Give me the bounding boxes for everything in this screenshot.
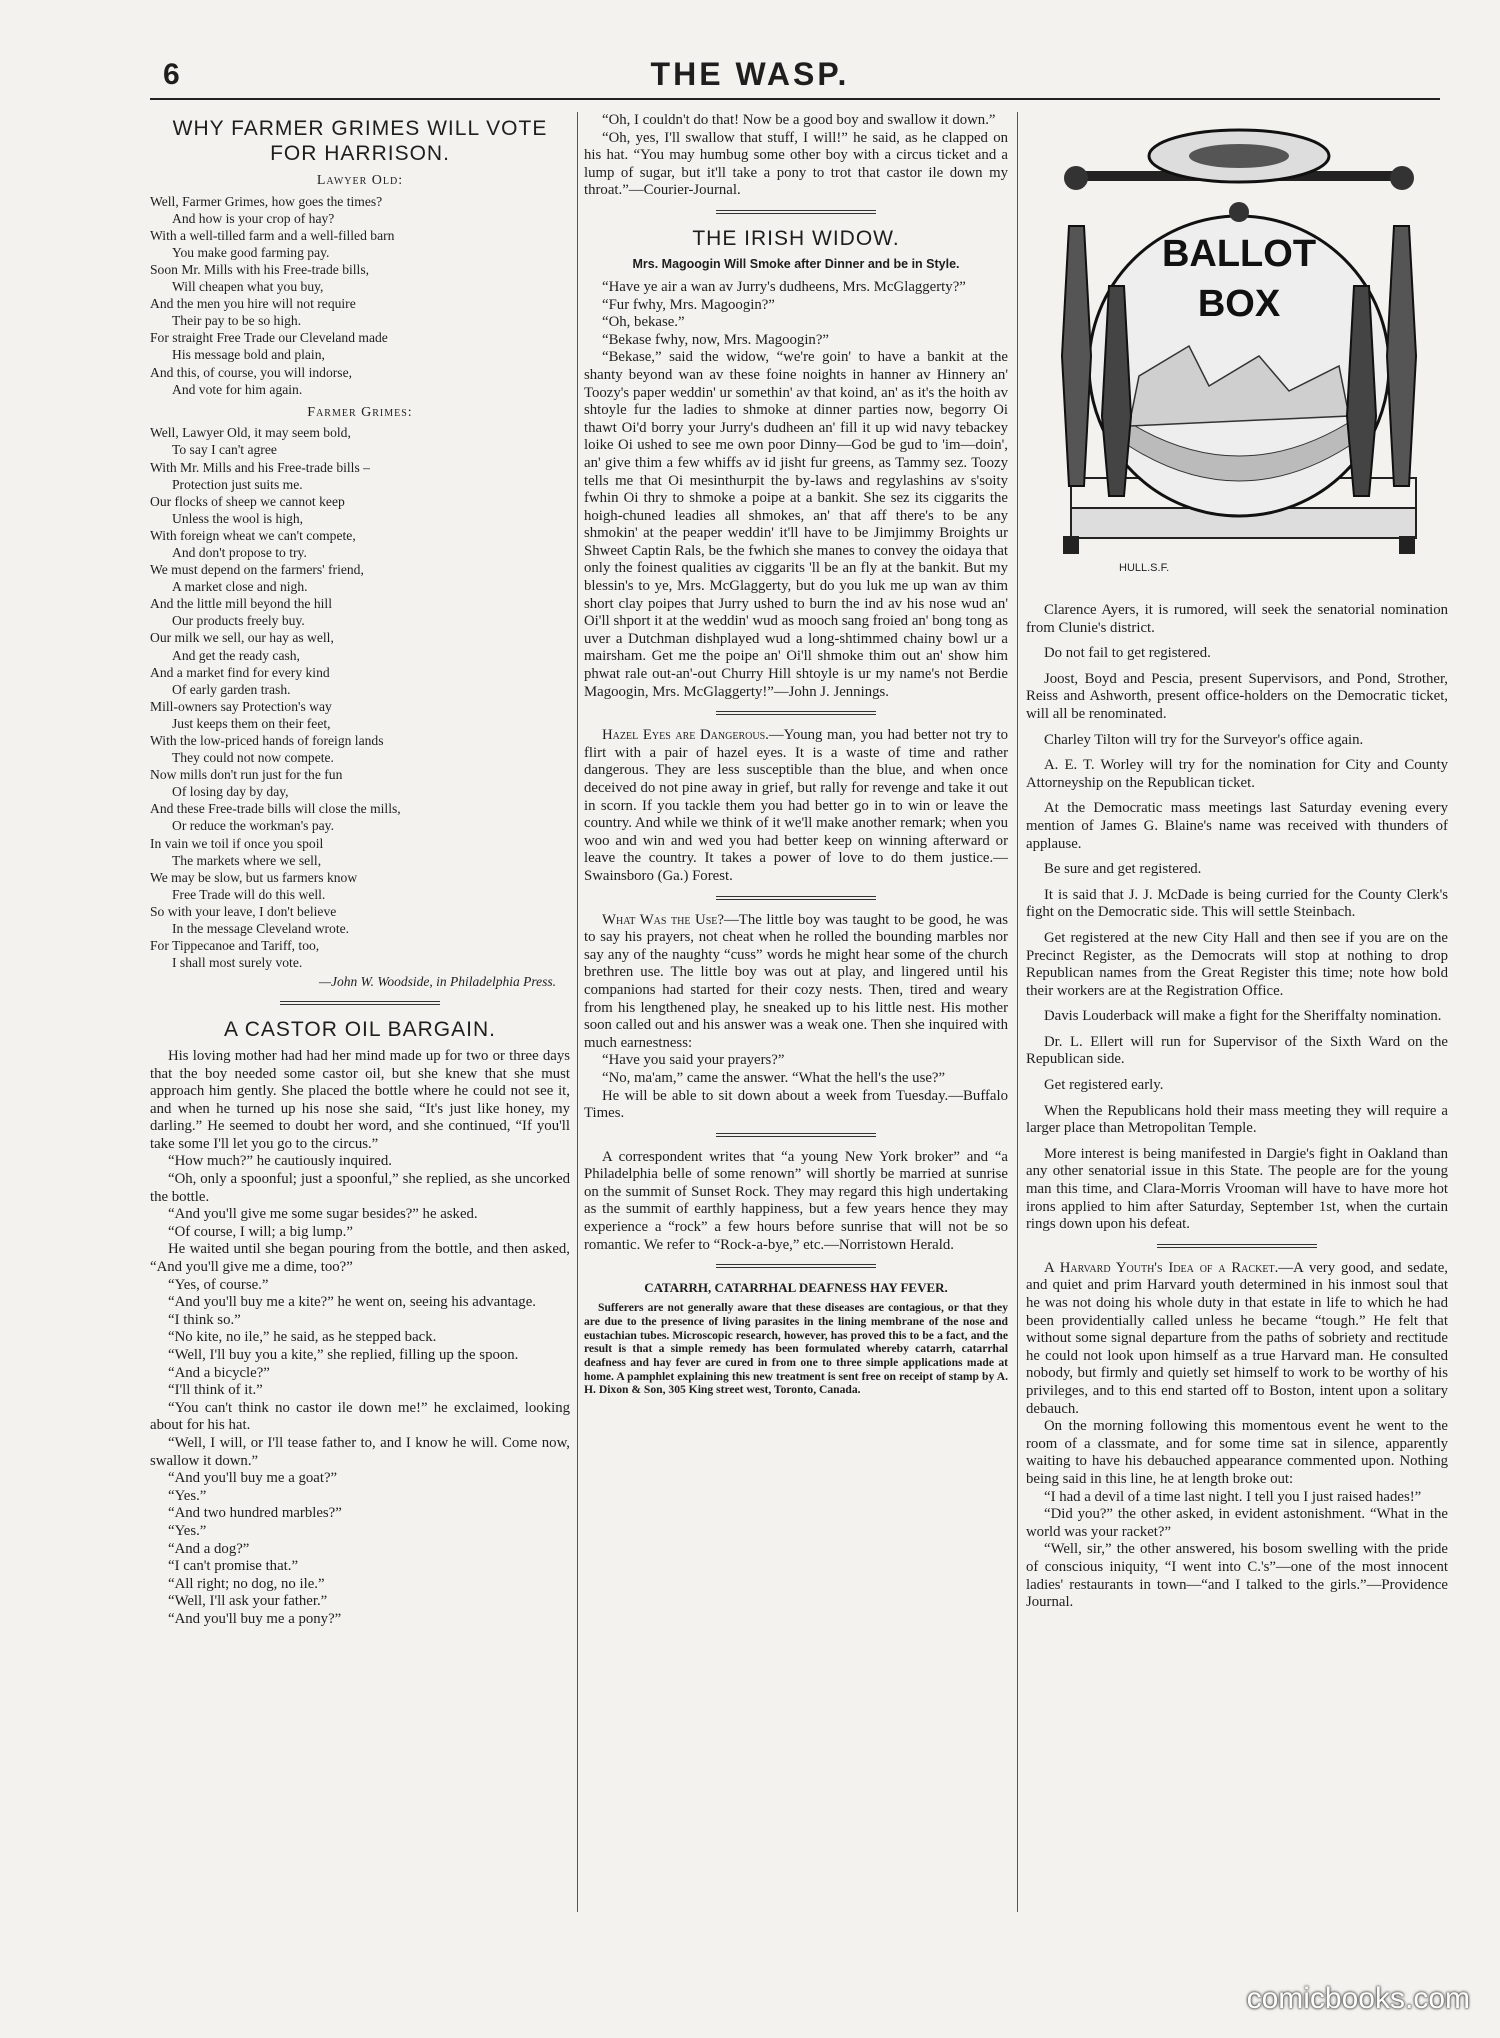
- story-paragraph: “Of course, I will; a big lump.”: [168, 1223, 353, 1240]
- story-paragraph: “No kite, no ile,” he said, as he stepped back.: [168, 1329, 437, 1346]
- column-divider-1: [577, 112, 578, 1912]
- news-note: Dr. L. Ellert will run for Supervisor of the Sixth Ward on the Republican side.: [1026, 1033, 1448, 1068]
- story-paragraph: “Bekase fwhy, now, Mrs. Magoogin?”: [602, 331, 829, 348]
- correspondent-item: A correspondent writes that “a young New York broker” and “a Philadelphia belle of some renown” will shortly be married at sunrise on the summit of Sunset Rock. They may regard this high undertaking as the summit of earthly happiness, but a few years hence they may experience a “rock” a few hours before sunrise that will not be so romantic. We refer to “Rock-a-bye,” etc.—Norristown Herald.: [584, 1148, 1008, 1253]
- news-note: Davis Louderback will make a fight for the Sheriffalty nomination.: [1044, 1008, 1442, 1025]
- paragraph: “Have you said your prayers?”: [602, 1052, 785, 1069]
- poem-line: Just keeps them on their feet,: [172, 715, 331, 731]
- story-paragraph: “And two hundred marbles?”: [168, 1505, 342, 1522]
- story-paragraph: “And you'll buy me a pony?”: [168, 1610, 342, 1627]
- separator: [280, 1001, 440, 1005]
- poem-title: [150, 116, 570, 166]
- news-note: At the Democratic mass meetings last Saturday evening every mention of James G. Blaine's name was received with thunders of applause.: [1026, 800, 1448, 852]
- irish-widow-story: [584, 279, 1008, 701]
- artist-signature: HULL.S.F.: [1119, 562, 1170, 574]
- news-note: Be sure and get registered.: [1044, 861, 1202, 878]
- news-note: More interest is being manifested in Dargie's fight in Oakland than any other senatorial issue in this State. The people are for the young man this time, and Clara-Morris Vrooman will have to have more hot irons applied to him after Saturday, September 1st, when the curtain rings down upon his defeat.: [1026, 1145, 1448, 1233]
- castor-oil-story: [150, 1048, 570, 1629]
- paragraph: “I had a devil of a time last night. I tell you I just raised hades!”: [1044, 1488, 1422, 1505]
- page-number: 6: [163, 58, 180, 91]
- story-paragraph: “Oh, I couldn't do that! Now be a good boy and swallow it down.”: [602, 112, 996, 128]
- story-paragraph: “Yes.”: [168, 1487, 207, 1504]
- story-paragraph: “Yes, of course.”: [168, 1276, 269, 1293]
- poem-line: For Tippecanoe and Tariff, too,: [150, 938, 320, 954]
- poem-line: For straight Free Trade our Cleveland made: [150, 330, 388, 346]
- story-paragraph: “And you'll buy me a kite?” he went on, seeing his advantage.: [168, 1294, 536, 1311]
- poem-line: In vain we toil if once you spoil: [150, 835, 324, 851]
- poem-line: Their pay to be so high.: [172, 313, 302, 329]
- story-paragraph: “You can't think no castor ile down me!” he exclaimed, looking about for his hat.: [150, 1399, 570, 1434]
- poem-line: With a well-tilled farm and a well-filled barn: [150, 227, 395, 243]
- poem-line: With the low-priced hands of foreign lands: [150, 733, 384, 748]
- hazel-eyes-heading: Hazel Eyes are Dangerous.: [602, 727, 769, 744]
- story-paragraph: “Have ye air a wan av Jurry's dudheens, Mrs. McGlaggerty?”: [602, 278, 966, 295]
- story-paragraph: “Bekase,” said the widow, “we're goin' to have a bankit at the shanty beyond wan av these foine noights in hanner av Hinnery an' Toozy's paper weddin' ur somethin' av that koind, an' as it's the hoith av shtoyle fur the ladies to shmoke at dinner parties now, begorry Oi thawt Oi'd borry your Jurry's dudheen an' fill it up wid navy tebackey loike Oi ushed to see me own poor Dinny—God be gud to 'im—doin', an' give thim a few whiffs av id jisht fur greens, as Tammy sez. Toozy tells me that Oi mesinthurpit the by-laws and regylashins av s'soity fwhin Oi thry to shmoke a poipe at a bankit. She sez its ciggarits the hoigh-chuned leadies all shmokes, an' that aff there's to be any shmokin' at the peaper weddin' it'll have to be Jimjimmy Broights ur Shweet Captin Rals, be the fwhich she manes to convey the oidaya that only the foinest qualities av ciggarits 'll be an fly at the bankit. But my blessin's to ye, Mrs. McGlaggerty, but do you luk me up wan av thim short clay poipes that Jurry ushed to burn the ind av his nose wud an' Oi'll shport it at the weddin' wud as mooch sang froied an' bong tong as uver a Dutchman dishplayed wud a long-shtimmed chainy bowl ur a mairsham. Get me the poipe an' Oi'll shmoke thim out an' show him phwat rale out-an'-out Churry Hill shtoyle is ur my name's not Berdie Magoogin, Mrs. McGlaggerty!”—John J. Jennings.: [584, 349, 1008, 700]
- separator: [716, 1264, 876, 1268]
- story-paragraph: “All right; no dog, no ile.”: [168, 1575, 325, 1592]
- what-was-the-use-text: —The little boy was taught to be good, he was to say his prayers, not cheat when he rolled the bounding marbles nor say any of the naughty “cuss” words he might hear some of the church brethren use. The little boy was out at play, and lingered until his companions had started for their cozy nests. Then, tired and weary from his lengthened play, he sneaked up to his little nest. His mother soon called out and his answer was a weak one. Then she inquired with much earnestness:: [584, 911, 1008, 1051]
- poem-line: Protection just suits me.: [172, 476, 303, 492]
- story-paragraph: “And you'll give me some sugar besides?” he asked.: [168, 1206, 478, 1223]
- news-note: Get registered at the new City Hall and then see if you are on the Precinct Register, as the Democrats will stop at nothing to drop Republican names from the Great Register this time; note how bold their workers are at the Registration Office.: [1026, 929, 1448, 999]
- hazel-eyes-item: [584, 727, 1008, 885]
- poem-line: You make good farming pay.: [172, 244, 330, 260]
- separator: [716, 711, 876, 715]
- catarrh-ad-body: Sufferers are not generally aware that these diseases are contagious, or that they are due to the presence of living parasites in the lining membrane of the nose and eustachian tubes. Microscopic research, however, has proved this to be a fact, and the result is that a simple remedy has been formulated whereby catarrh, catarrhal deafness and hay fever are cured in from one to three simple applications made at home. A pamphlet explaining this new treatment is sent free on receipt of stamp by A. H. Dixon & Son, 305 King street west, Toronto, Canada.: [584, 1301, 1008, 1397]
- site-watermark: comicbooks.com: [1246, 1982, 1470, 2015]
- poem-line: And how is your crop of hay?: [172, 210, 335, 226]
- news-note: Charley Tilton will try for the Surveyor's office again.: [1044, 731, 1364, 748]
- story-paragraph: “Yes.”: [168, 1522, 207, 1539]
- poem-line: Well, Farmer Grimes, how goes the times?: [150, 193, 383, 209]
- poem-title-line-2: FOR HARRISON.: [270, 142, 450, 165]
- poem-line: Our flocks of sheep we cannot keep: [150, 493, 345, 509]
- separator: [716, 210, 876, 214]
- poem-line: The markets where we sell,: [172, 852, 322, 868]
- hazel-eyes-text: —Young man, you had better not try to flirt with a pair of hazel eyes. It is a waste of time and rather dangerous. They are less susceptible than the blue, and when once deceived do not pine away in grief, but rally for revenge and take it out in scorn. If you tackle them you had better go in to win or leave the country. And while we think of it we'll make another remark; when you woo and win and wed you had better keep on winning afterward or leave the country. It takes a power of love to do them justice.—Swainsboro (Ga.) Forest.: [584, 727, 1008, 884]
- political-notes: [1026, 602, 1448, 1234]
- story-paragraph: “Oh, bekase.”: [602, 314, 685, 331]
- column-3: [1026, 112, 1448, 1922]
- poem-line: We may be slow, but us farmers know: [150, 869, 358, 885]
- paragraph: “Well, sir,” the other answered, his bosom swelling with the pride of conscious iniquity, “I went into C.'s”—one of the most innocent ladies' restaurants in town—“and I talked to the girls.”—Providence Journal.: [1026, 1541, 1448, 1611]
- irish-widow-title: THE IRISH WIDOW.: [692, 226, 900, 250]
- poem-title-line-1: WHY FARMER GRIMES WILL VOTE: [172, 117, 548, 140]
- poem-line: Now mills don't run just for the fun: [150, 767, 343, 783]
- poem-line: And don't propose to try.: [172, 544, 307, 560]
- poem-line: And vote for him again.: [172, 381, 303, 397]
- poem-line: With Mr. Mills and his Free-trade bills –: [150, 459, 370, 475]
- story-paragraph: “I think so.”: [168, 1311, 241, 1328]
- catarrh-ad-title: CATARRH, CATARRHAL DEAFNESS HAY FEVER.: [644, 1280, 948, 1296]
- story-paragraph: “Well, I'll buy you a kite,” she replied, filling up the spoon.: [168, 1347, 519, 1363]
- story-paragraph: “Well, I'll ask your father.”: [168, 1593, 328, 1610]
- poem-line: Or reduce the workman's pay.: [172, 818, 334, 834]
- story-paragraph: “Fur fwhy, Mrs. Magoogin?”: [602, 296, 775, 313]
- speaker-lawyer: Lawyer Old:: [316, 173, 404, 188]
- poem-line: Of early garden trash.: [172, 681, 291, 697]
- poem-line: Well, Lawyer Old, it may seem bold,: [150, 425, 351, 441]
- poem-line: His message bold and plain,: [172, 347, 325, 363]
- column-divider-2: [1017, 112, 1018, 1912]
- poem-line: Mill-owners say Protection's way: [150, 698, 332, 714]
- story-title: A CASTOR OIL BARGAIN.: [224, 1017, 496, 1041]
- column-2: [584, 112, 1008, 1922]
- story-paragraph: “How much?” he cautiously inquired.: [168, 1153, 392, 1170]
- story-paragraph: His loving mother had had her mind made up for two or three days that the boy needed some castor oil, but she knew that she must approach him gently. She placed the bottle where he could not see it, and when he turned up his nose she said, “It's just like honey, my darling.” He seemed to doubt her word, and she continued, “If you'll take some I'll let you go to the circus.”: [150, 1047, 570, 1152]
- poem-line: Our milk we sell, our hay as well,: [150, 630, 334, 646]
- poem-line: To say I can't agree: [172, 442, 277, 458]
- poem-line: And a market find for every kind: [150, 664, 330, 680]
- separator: [716, 896, 876, 900]
- story-paragraph: “And a bicycle?”: [168, 1364, 270, 1381]
- what-was-the-use-heading: What Was the Use?: [602, 911, 724, 928]
- news-note: Do not fail to get registered.: [1044, 645, 1211, 662]
- harvard-text: —A very good, and sedate, and quiet and prim Harvard youth determined in his inmost soul that he was not doing his whole duty in that estate in life to which he had been providentially called unless he became “tough.” He felt that without some signal departure from the paths of sobriety and rectitude he could not look upon himself as a true Harvard man. He consulted nobody, but firmly and quietly set himself to work to be worthy of his privileges, and to this end started off to Boston, intent upon a solitary debauch.: [1026, 1259, 1448, 1417]
- poem-line: And this, of course, you will indorse,: [150, 364, 352, 380]
- castor-oil-continuation: [584, 112, 1008, 200]
- poem-line: In the message Cleveland wrote.: [172, 921, 350, 937]
- harvard-heading: A Harvard Youth's Idea of a Racket.: [1044, 1259, 1279, 1276]
- story-paragraph: “I'll think of it.”: [168, 1382, 263, 1399]
- poem-line: So with your leave, I don't believe: [150, 903, 337, 919]
- box-label: BOX: [1197, 283, 1281, 325]
- separator: [716, 1133, 876, 1137]
- news-note: It is said that J. J. McDade is being curried for the County Clerk's fight on the Democratic side. This will settle Steinbach.: [1026, 886, 1448, 921]
- poem-line: Our products freely buy.: [172, 613, 305, 629]
- harvard-item: [1026, 1260, 1448, 1418]
- paragraph: “Did you?” the other asked, in evident astonishment. “What in the world was your racket?”: [1026, 1506, 1448, 1540]
- paragraph: On the morning following this momentous event he went to the room of a classmate, and for some time sat in silence, apparently waiting to have his debauched appearance commented upon. Nothing being said in this line, he at length broke out:: [1026, 1418, 1448, 1487]
- news-note: Joost, Boyd and Pescia, present Supervisors, and Pond, Strother, Reiss and Ashworth, present office-holders on the Democratic ticket, will all be renominated.: [1026, 670, 1448, 722]
- column-1: [150, 112, 570, 1912]
- poem-line: With foreign wheat we can't compete,: [150, 527, 356, 543]
- paragraph: He will be able to sit down about a week from Tuesday.—Buffalo Times.: [584, 1087, 1008, 1122]
- poem-line: Free Trade will do this well.: [172, 886, 326, 902]
- poem-line: And the men you hire will not require: [150, 296, 356, 312]
- poem-line: Soon Mr. Mills with his Free-trade bills,: [150, 261, 370, 277]
- poem-line: I shall most surely vote.: [172, 955, 303, 971]
- poem-line: Unless the wool is high,: [172, 510, 304, 526]
- news-note: When the Republicans hold their mass meeting they will require a larger place than Metropolitan Temple.: [1026, 1102, 1448, 1137]
- news-note: Clarence Ayers, it is rumored, will seek the senatorial nomination from Clunie's district.: [1026, 602, 1448, 636]
- ballot-label: BALLOT: [1161, 233, 1317, 275]
- poem-line: We must depend on the farmers' friend,: [150, 562, 364, 578]
- news-note: A. E. T. Worley will try for the nomination for City and County Attorneyship on the Republican ticket.: [1026, 757, 1448, 791]
- separator: [1157, 1244, 1317, 1248]
- poem-attribution: —John W. Woodside, in Philadelphia Press.: [319, 974, 556, 990]
- poem-line: A market close and nigh.: [172, 579, 308, 595]
- story-paragraph: “Oh, only a spoonful; just a spoonful,” she replied, as she uncorked the bottle.: [150, 1171, 570, 1205]
- what-was-the-use-item: [584, 912, 1008, 1053]
- story-paragraph: He waited until she began pouring from the bottle, and then asked, “And you'll give me a dime, too?”: [150, 1241, 570, 1276]
- poem-stanza-farmer: [150, 424, 570, 971]
- story-paragraph: “I can't promise that.”: [168, 1558, 299, 1575]
- poem-line: And the little mill beyond the hill: [150, 596, 332, 612]
- paragraph: “No, ma'am,” came the answer. “What the hell's the use?”: [602, 1069, 946, 1086]
- header-rule: [150, 98, 1440, 100]
- speaker-farmer: Farmer Grimes:: [307, 404, 413, 420]
- poem-line: They could not now compete.: [172, 750, 334, 766]
- poem-line: Will cheapen what you buy,: [172, 279, 324, 295]
- poem-line: Of losing day by day,: [172, 784, 289, 800]
- news-note: Get registered early.: [1044, 1077, 1164, 1094]
- poem-line: And these Free-trade bills will close the mills,: [150, 801, 401, 817]
- poem-stanza-lawyer: [150, 193, 570, 398]
- story-paragraph: “And you'll buy me a goat?”: [168, 1470, 338, 1487]
- ballot-box-illustration: [1049, 116, 1425, 596]
- irish-widow-subtitle: Mrs. Magoogin Will Smoke after Dinner and be in Style.: [632, 256, 960, 271]
- masthead-title: THE WASP.: [650, 56, 850, 92]
- story-paragraph: “And a dog?”: [168, 1540, 250, 1557]
- story-paragraph: “Oh, yes, I'll swallow that stuff, I will!” he said, as he clapped on his hat. “You may humbug some other boy with a circus ticket and a lump of sugar, but it'll take a pony to trot that castor ile down my throat.”—Courier-Journal.: [584, 129, 1008, 199]
- story-paragraph: “Well, I will, or I'll tease father to, and I know he will. Come now, swallow it down.”: [150, 1434, 570, 1469]
- poem-line: And get the ready cash,: [172, 647, 300, 663]
